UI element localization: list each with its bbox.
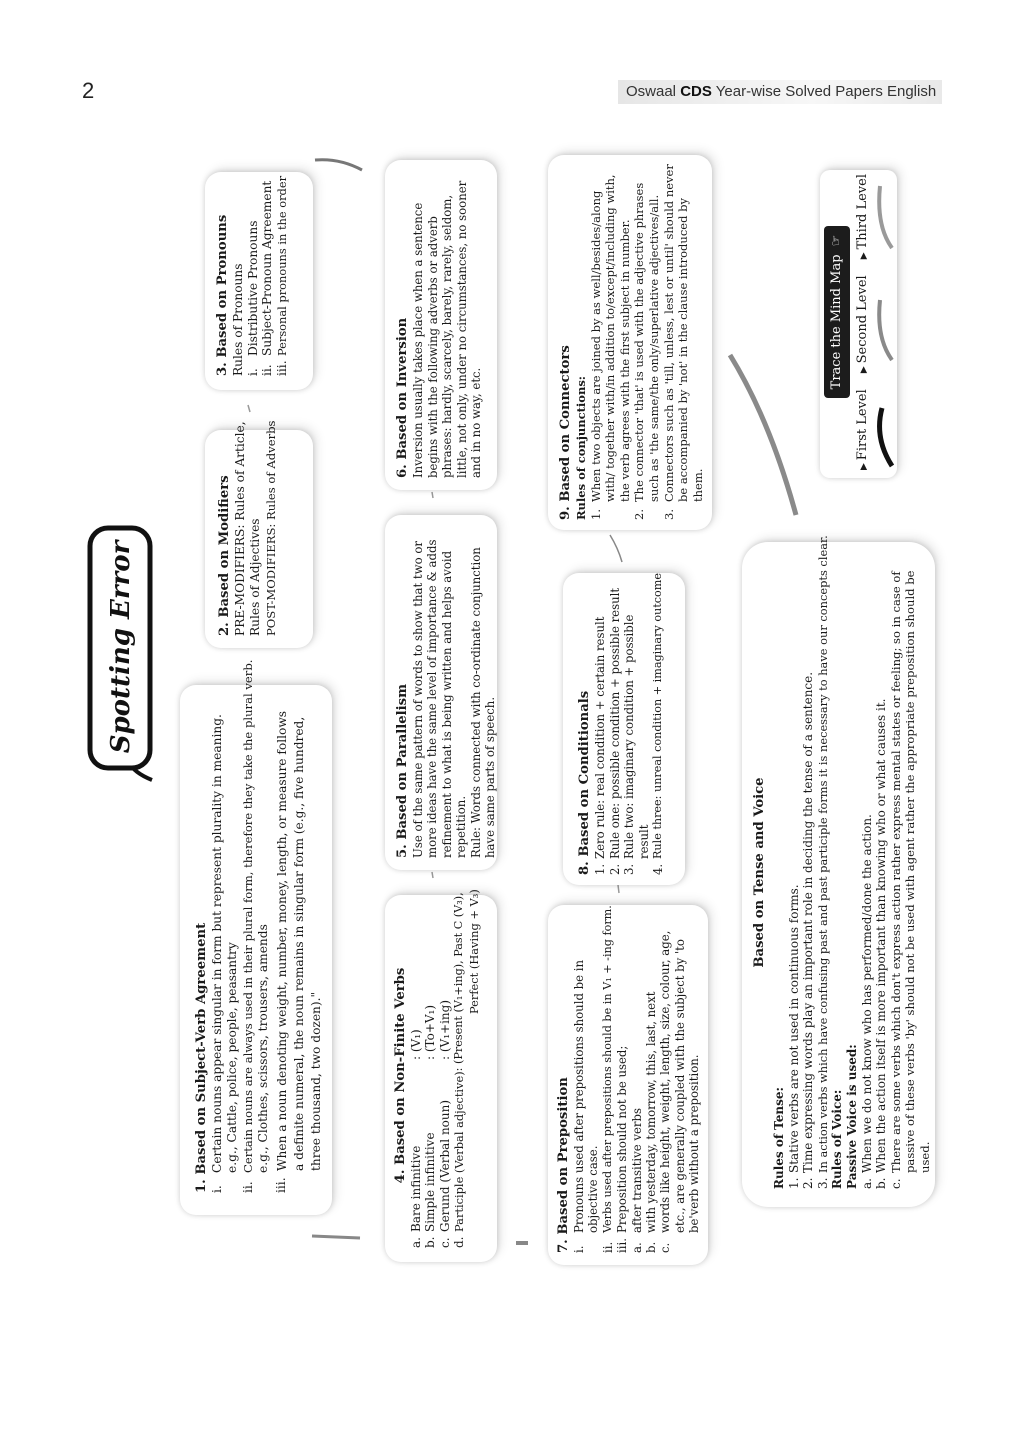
connector-first-level-top bbox=[315, 160, 362, 170]
box-conditionals bbox=[563, 573, 685, 885]
connector-parallelism bbox=[432, 872, 433, 878]
pointing-hand-icon: ☞ bbox=[829, 234, 844, 247]
list-item: 1. Stative verbs are not used in continuous forms. bbox=[786, 884, 801, 1189]
list-item: i. Pronouns used after prepositions should be in objective case. bbox=[572, 959, 601, 1253]
parallelism-rule: Rule: Words connected with co-ordinate conjunction have same parts of speech. bbox=[468, 547, 498, 858]
list-item: 2. Rule one: possible condition + possible result bbox=[607, 587, 622, 875]
third-level-swatch bbox=[879, 186, 892, 248]
legend-level-third: ▶ Third Level bbox=[855, 174, 870, 260]
connector-third-level bbox=[730, 355, 796, 515]
list-item: c. Gerund (Verbal noun) : (V₁+ing) bbox=[437, 1000, 452, 1248]
box-connectors bbox=[548, 155, 712, 530]
modifier-line: Rules of Adjectives bbox=[248, 518, 263, 636]
voice-rules-heading: Rules of Voice: bbox=[830, 1089, 845, 1189]
mind-map-title: Spotting Error bbox=[106, 540, 136, 754]
box-heading: 2. Based on Modifiers bbox=[217, 475, 232, 636]
book-title: Year-wise Solved Papers English bbox=[715, 83, 937, 100]
second-level-swatch bbox=[879, 300, 892, 360]
list-item: iii. Personal pronouns in the order bbox=[274, 175, 289, 376]
mind-map-legend bbox=[820, 170, 897, 478]
list-item: b. with yesterday, tomorrow, this, last, next bbox=[644, 991, 659, 1253]
legend-heading-bar bbox=[824, 226, 850, 398]
list-item: i. Distributive Pronouns bbox=[245, 220, 260, 376]
box-subject-verb-agreement bbox=[180, 659, 332, 1215]
box-heading: 8. Based on Conditionals bbox=[577, 690, 592, 875]
list-item: e.g., Cattle, police, people, peasantry bbox=[225, 942, 240, 1173]
box-heading: 7. Based on Preposition bbox=[556, 1077, 571, 1253]
tense-rules-heading: Rules of Tense: bbox=[772, 1087, 786, 1189]
triangle-icon: ▶ bbox=[859, 363, 869, 374]
list-item: i. Certain nouns appear singular in form but represent plurality in meaning. bbox=[210, 714, 224, 1193]
triangle-icon: ▶ bbox=[859, 249, 869, 260]
box-heading: Based on Tense and Voice bbox=[752, 777, 767, 968]
first-level-swatch bbox=[880, 408, 892, 466]
list-item: 2. The connector 'that' is used with the adjective phrases such as 'the same/the only/superlative adjectives/all. bbox=[632, 182, 661, 520]
connector-modifier bbox=[248, 405, 250, 412]
list-item: c. words like height, weight, length, size, colour, age, etc., are generally coupled with the subject by 'to be'verb without a preposition. bbox=[658, 930, 702, 1253]
list-item: a. after transitive verbs bbox=[629, 1108, 644, 1253]
list-item: iii. When a noun denoting weight, number, money, length, or measure follows a definite numeral, the noun remains in singular form (e.g., five hundred, three thousand, two dozen)." bbox=[273, 710, 323, 1193]
parallelism-text: Use of the same pattern of words to show that two or more ideas have the same level of importance & adds refinement to what is being written and helps avoid repetition. bbox=[411, 539, 469, 858]
brand-name: Oswaal bbox=[626, 83, 677, 100]
list-item: a. When we do not know who has performed/done the action. bbox=[859, 814, 874, 1189]
triangle-icon: ▶ bbox=[859, 460, 869, 470]
box-non-finite-verbs bbox=[385, 889, 497, 1262]
series-name: CDS bbox=[680, 83, 712, 100]
box-preposition bbox=[548, 905, 708, 1265]
box-heading: 5. Based on Parallelism bbox=[395, 683, 410, 858]
list-item-continuation: Perfect (Having + V₃) bbox=[466, 889, 481, 1014]
connector-connectors bbox=[610, 535, 622, 562]
box-heading: 9. Based on Connectors bbox=[558, 345, 573, 520]
list-item: 3. Rule two: imaginary condition + possible result bbox=[622, 614, 651, 875]
list-item: iii. Preposition should not be used; bbox=[615, 1045, 630, 1253]
list-item: 3. In action verbs which have confusing past and past participle forms it is necessary to have our concepts clear. bbox=[815, 535, 830, 1189]
box-subheading: Rules of conjunctions: bbox=[574, 375, 588, 520]
page-number: 2 bbox=[82, 78, 95, 103]
list-item: c. There are some verbs which don't express action rather express mental states or feeling; so in case of passive of these verbs 'by' should not be used with agent rather the appropriate preposition should be used. bbox=[888, 570, 932, 1189]
list-item: e.g., Clothes, scissors, trousers, amends bbox=[256, 924, 271, 1173]
list-item: ii. Verbs used after prepositions should be in V₁ + -ing form. bbox=[600, 905, 615, 1253]
box-heading: 1. Based on Subject-Verb Agreement bbox=[194, 922, 209, 1193]
legend-heading: Trace the Mind Map bbox=[829, 254, 844, 390]
box-heading: 4. Based on Non-Finite Verbs bbox=[393, 967, 408, 1184]
passive-voice-heading: Passive Voice is used: bbox=[844, 1044, 859, 1189]
list-item: ii. Subject-Pronoun Agreement bbox=[260, 180, 275, 376]
list-item: d. Participle (Verbal adjective) : (Present (V₁+ing), Past C (V₃), bbox=[452, 892, 467, 1248]
mind-map-title-badge bbox=[82, 522, 156, 784]
connector-left-bottom bbox=[312, 1236, 360, 1238]
inversion-text: Inversion usually takes place when a sentence begins with the following adverbs or adverb phrases: hardly, scarcely, barely, rarely, seldom, little, not only, under no circumstances, no sooner and in no way, etc. bbox=[411, 180, 484, 478]
list-item: 2. Time expressing words play an important role in deciding the tense of a sentence. bbox=[801, 671, 816, 1189]
box-heading: 6. Based on Inversion bbox=[395, 317, 410, 478]
box-parallelism bbox=[385, 515, 497, 870]
list-item: 3. Connectors such as 'till, unless, lest or until' should never be accompanied by 'not' in the clause introduced by them. bbox=[661, 164, 705, 520]
connector-conditionals bbox=[618, 885, 619, 893]
list-item: 1. When two objects are joined by as well/besides/along with/ together with/in addition to/except/including with, the verb agrees with the first subject in number. bbox=[588, 174, 632, 520]
pronoun-intro: Rules of Pronouns bbox=[231, 263, 245, 376]
box-pronouns bbox=[205, 172, 313, 390]
list-item: 4. Rule three: unreal condition + imaginary outcome bbox=[651, 573, 666, 875]
list-item: a. Bare infinitive : (V₁) bbox=[409, 1029, 423, 1248]
legend-level-swatches bbox=[870, 170, 897, 478]
list-item: b. When the action itself is more important than knowing who or what causes it. bbox=[874, 698, 889, 1189]
modifier-line: POST-MODIFIERS: Rules of Adverbs bbox=[263, 420, 278, 636]
connector-inversion bbox=[432, 492, 433, 498]
box-heading: 3. Based on Pronouns bbox=[215, 214, 230, 376]
list-item: 1. Zero rule: real condition + certain result bbox=[593, 616, 607, 875]
box-tense-and-voice bbox=[742, 535, 935, 1207]
box-inversion bbox=[385, 160, 497, 490]
modifier-line: PRE-MODIFIERS: Rules of Article, bbox=[233, 421, 247, 636]
legend-level-second: ▶ Second Level bbox=[855, 275, 870, 374]
box-modifiers bbox=[205, 420, 313, 648]
legend-level-first: ▶ First Level bbox=[855, 389, 870, 470]
list-item: b. Simple infinitive : (To+V₁) bbox=[423, 1004, 438, 1248]
list-item: ii. Certain nouns are always used in their plural form, therefore they take the plural verb. bbox=[240, 659, 255, 1193]
